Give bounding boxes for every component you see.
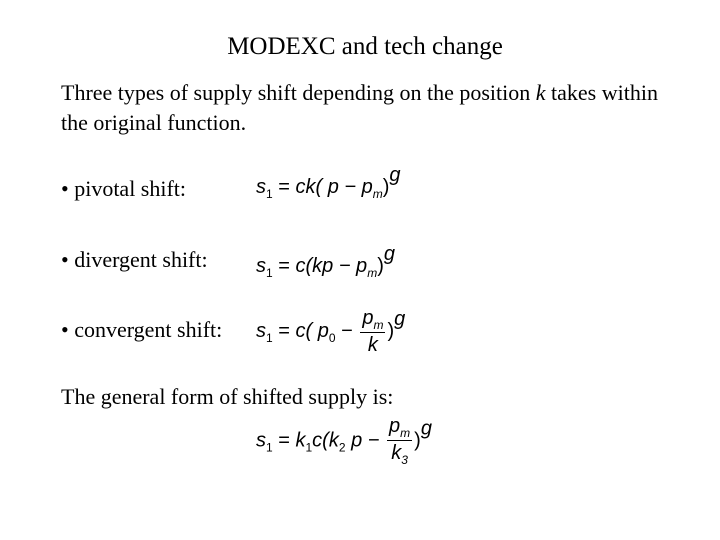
equation-pivotal: $s_1 = ck$( $p - p_m)g$ [256,164,401,201]
bullet-pivotal: • pivotal shift: [61,176,187,201]
equation-general: $s_1 = k_1c(k_2$ p − $\frac{p_m}{k_3}$ )g [256,415,432,467]
intro-text-before: Three types of supply shift depending on the position [61,80,536,105]
slide-title: MODEXC and tech change [227,33,503,60]
equation-convergent: $s_1 = c$( $p_0$ − $\frac{p_m}{k}$ )g [256,307,406,356]
intro-k: k [535,80,546,105]
intro-text-after: takes within the original function. [61,80,658,135]
equation-divergent: $s_1 = c(kp - p_m)g$ [256,243,395,280]
bullet-convergent: • convergent shift: [61,317,223,342]
bullet-divergent: • divergent shift: [61,247,208,272]
fraction-pm-over-k3: $\frac{p_m}{k_3}$ [389,415,411,467]
general-form-label: The general form of shifted supply is: [61,384,394,409]
fraction-pm-over-k: $\frac{p_m}{k}$ [362,307,384,356]
intro-paragraph [61,78,681,138]
